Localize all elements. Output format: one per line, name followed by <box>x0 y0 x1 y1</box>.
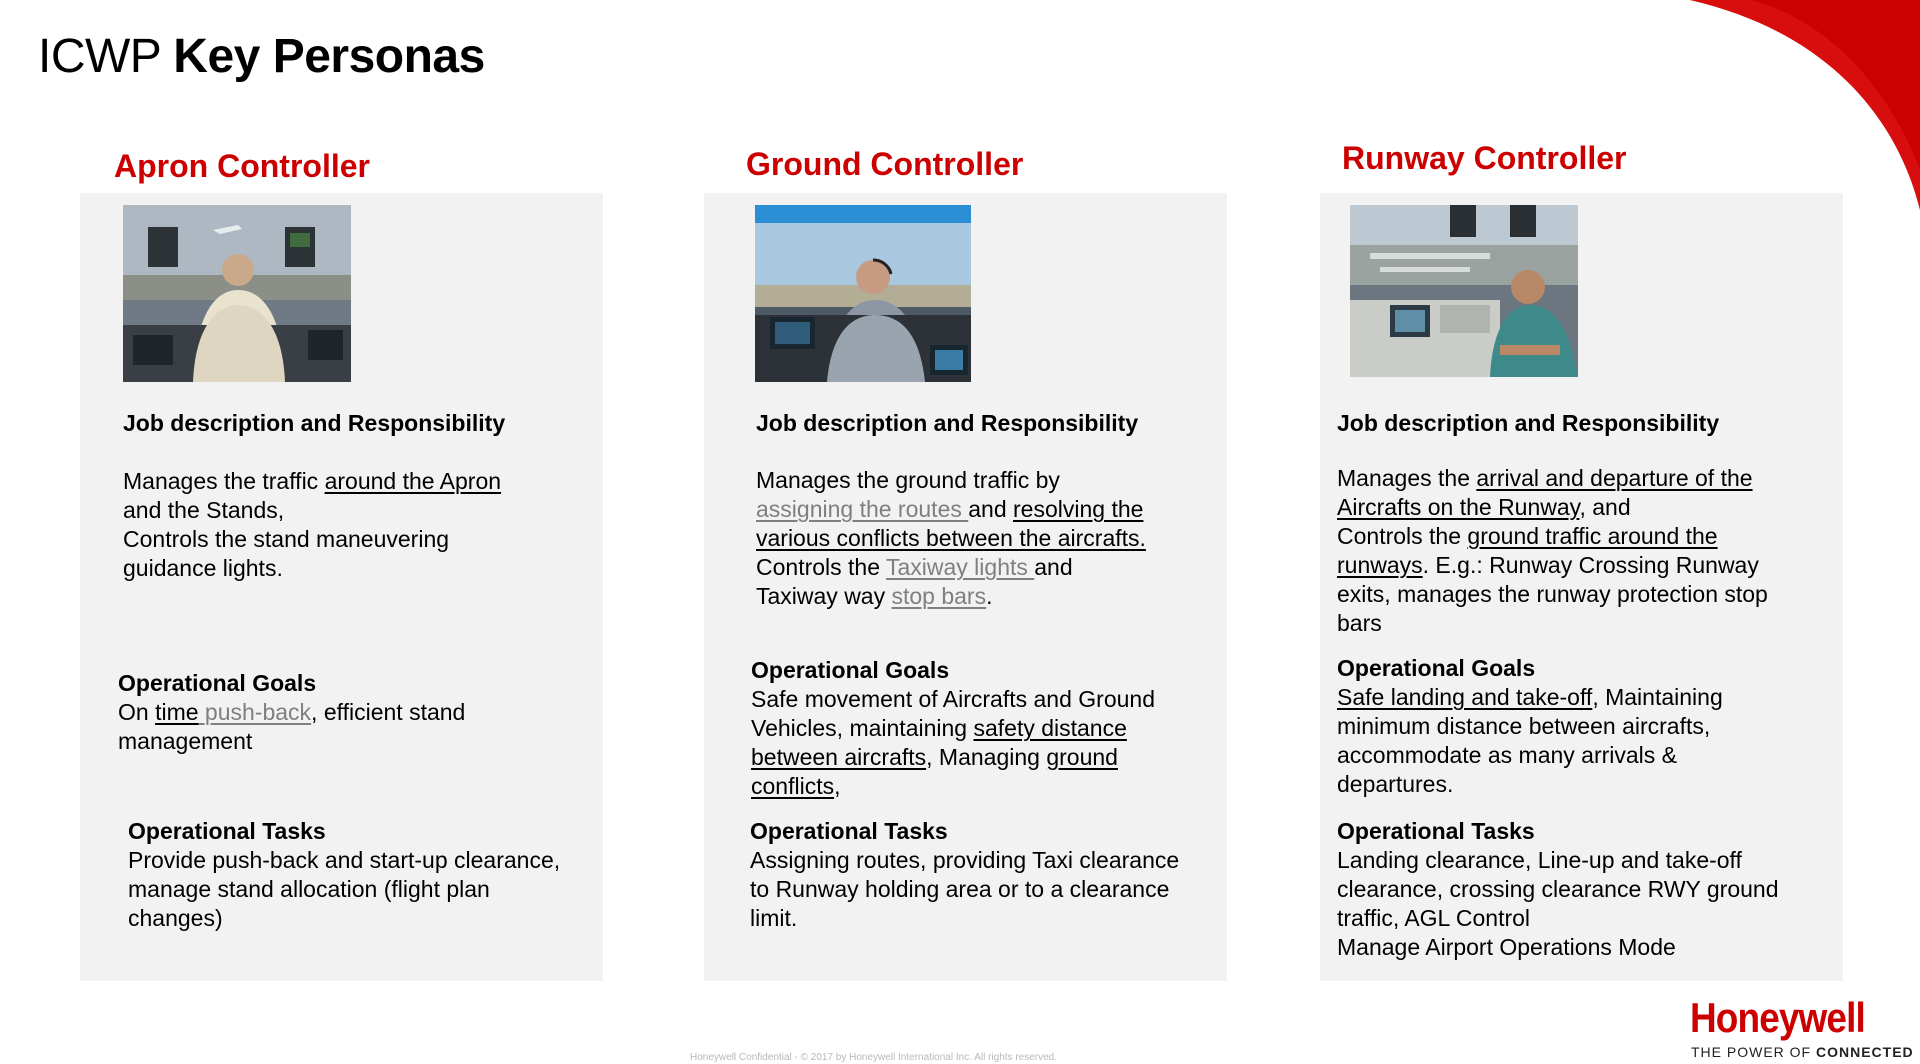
apron-goals-text: On <box>118 699 156 725</box>
runway-goals-line: departures. <box>1337 771 1454 797</box>
apron-operational-tasks <box>128 817 560 933</box>
apron-job-text: Manages the traffic <box>123 468 325 494</box>
apron-tasks-heading: Operational Tasks <box>128 818 326 844</box>
runway-job-line: bars <box>1337 610 1382 636</box>
apron-job-line: Controls the stand maneuvering <box>123 526 450 552</box>
honeywell-logo: Honeywell <box>1690 994 1865 1041</box>
runway-job-line: exits, manages the runway protection stop <box>1337 581 1768 607</box>
apron-goals-heading: Operational Goals <box>118 670 317 696</box>
page-title-bold: Key Personas <box>173 30 485 83</box>
runway-tasks-line: traffic, AGL Control <box>1337 905 1531 931</box>
runway-tasks-line: clearance, crossing clearance RWY ground <box>1337 876 1779 902</box>
ground-goals-text: , Managing <box>926 744 1047 770</box>
apron-goals-link-push-back: push-back <box>198 699 312 725</box>
ground-goals-link-conflicts: conflicts <box>751 773 835 799</box>
ground-job-line: Manages the ground traffic by <box>756 467 1060 493</box>
runway-job-text: , and <box>1579 494 1631 520</box>
runway-goals-text: , Maintaining <box>1592 684 1723 710</box>
ground-job-text: Taxiway way <box>756 583 892 609</box>
ground-goals-line: Safe movement of Aircrafts and Ground <box>751 686 1155 712</box>
apron-goals-link-time: time <box>155 699 199 725</box>
ground-job-link-stop-bars: stop bars <box>891 583 987 609</box>
ground-job-heading: Job description and Responsibility <box>756 410 1139 436</box>
ground-job-link-assigning-routes: assigning the routes <box>756 496 969 522</box>
runway-job-text: . E.g.: Runway Crossing Runway <box>1422 552 1759 578</box>
ground-operational-tasks <box>750 817 1179 933</box>
apron-tasks-line: manage stand allocation (flight plan <box>128 876 490 902</box>
page-title-light: ICWP <box>38 30 161 83</box>
apron-tasks-line: changes) <box>128 905 223 931</box>
ground-goals-heading: Operational Goals <box>751 657 950 683</box>
apron-job-line: and the Stands, <box>123 497 285 523</box>
apron-job-line: guidance lights. <box>123 555 283 581</box>
ground-tasks-line: limit. <box>750 905 798 931</box>
runway-tasks-heading: Operational Tasks <box>1337 818 1535 844</box>
runway-goals-line: minimum distance between aircrafts, <box>1337 713 1711 739</box>
ground-job-link-resolving: resolving the <box>1013 496 1144 522</box>
ground-goals-link-ground: ground <box>1046 744 1118 770</box>
apron-job-description <box>123 467 501 583</box>
runway-job-text: Manages the <box>1337 465 1477 491</box>
apron-job-heading: Job description and Responsibility <box>123 410 506 436</box>
brand-tagline-bold: CONNECTED <box>1816 1044 1914 1060</box>
ground-job-text: Controls the <box>756 554 886 580</box>
apron-goals-line: management <box>118 728 253 754</box>
ground-goals-link-between-aircrafts: between aircrafts <box>751 744 927 770</box>
footer-confidential-note: Honeywell Confidential - © 2017 by Honeywell International Inc. All rights reserved. <box>690 1052 1058 1063</box>
ground-operational-goals <box>751 656 1155 801</box>
ground-tasks-heading: Operational Tasks <box>750 818 948 844</box>
ground-tasks-line: Assigning routes, providing Taxi clearance <box>750 847 1180 873</box>
runway-job-description <box>1337 464 1768 638</box>
runway-tasks-line: Landing clearance, Line-up and take-off <box>1337 847 1742 873</box>
runway-goals-line: accommodate as many arrivals & <box>1337 742 1678 768</box>
ground-tasks-line: to Runway holding area or to a clearance <box>750 876 1170 902</box>
ground-job-text: and <box>1034 554 1073 580</box>
apron-goals-text: , efficient stand <box>311 699 466 725</box>
ground-job-text: and <box>968 496 1014 522</box>
ground-goals-text: Vehicles, maintaining <box>751 715 974 741</box>
persona-heading-runway: Runway Controller <box>1342 140 1627 176</box>
corner-swoosh-graphic <box>1690 0 1920 210</box>
persona-heading-apron: Apron Controller <box>114 148 370 184</box>
ground-job-link-taxiway-lights: Taxiway lights <box>885 554 1035 580</box>
ground-goals-link-safety-distance: safety distance <box>973 715 1127 741</box>
runway-job-link-ground-traffic: ground traffic around the <box>1467 523 1718 549</box>
runway-goals-heading: Operational Goals <box>1337 655 1536 681</box>
ground-job-text: . <box>986 583 993 609</box>
apron-tasks-line: Provide push-back and start-up clearance, <box>128 847 561 873</box>
apron-job-link-around-apron: around the Apron <box>324 468 502 494</box>
page-title <box>38 28 485 86</box>
runway-goals-link-safe-landing: Safe landing and take-off <box>1337 684 1593 710</box>
brand-tagline <box>1691 1044 1914 1060</box>
runway-job-link-runways: runways <box>1337 552 1423 578</box>
runway-operational-goals <box>1337 654 1723 799</box>
runway-job-heading: Job description and Responsibility <box>1337 410 1720 436</box>
runway-job-link-aircrafts-runway: Aircrafts on the Runway <box>1337 494 1580 520</box>
persona-heading-ground: Ground Controller <box>746 146 1024 182</box>
apron-controller-photo <box>123 205 351 382</box>
runway-operational-tasks <box>1337 817 1779 962</box>
apron-operational-goals <box>118 669 465 756</box>
runway-job-link-arrival-departure: arrival and departure of the <box>1476 465 1753 491</box>
runway-job-text: Controls the <box>1337 523 1468 549</box>
brand-tagline-plain: THE POWER OF <box>1691 1044 1816 1060</box>
ground-goals-text: , <box>834 773 841 799</box>
ground-job-description <box>756 466 1146 611</box>
runway-controller-photo <box>1350 205 1578 377</box>
ground-job-link-conflicts: various conflicts between the aircrafts. <box>756 525 1146 551</box>
ground-controller-photo <box>755 205 971 382</box>
runway-tasks-line: Manage Airport Operations Mode <box>1337 934 1676 960</box>
